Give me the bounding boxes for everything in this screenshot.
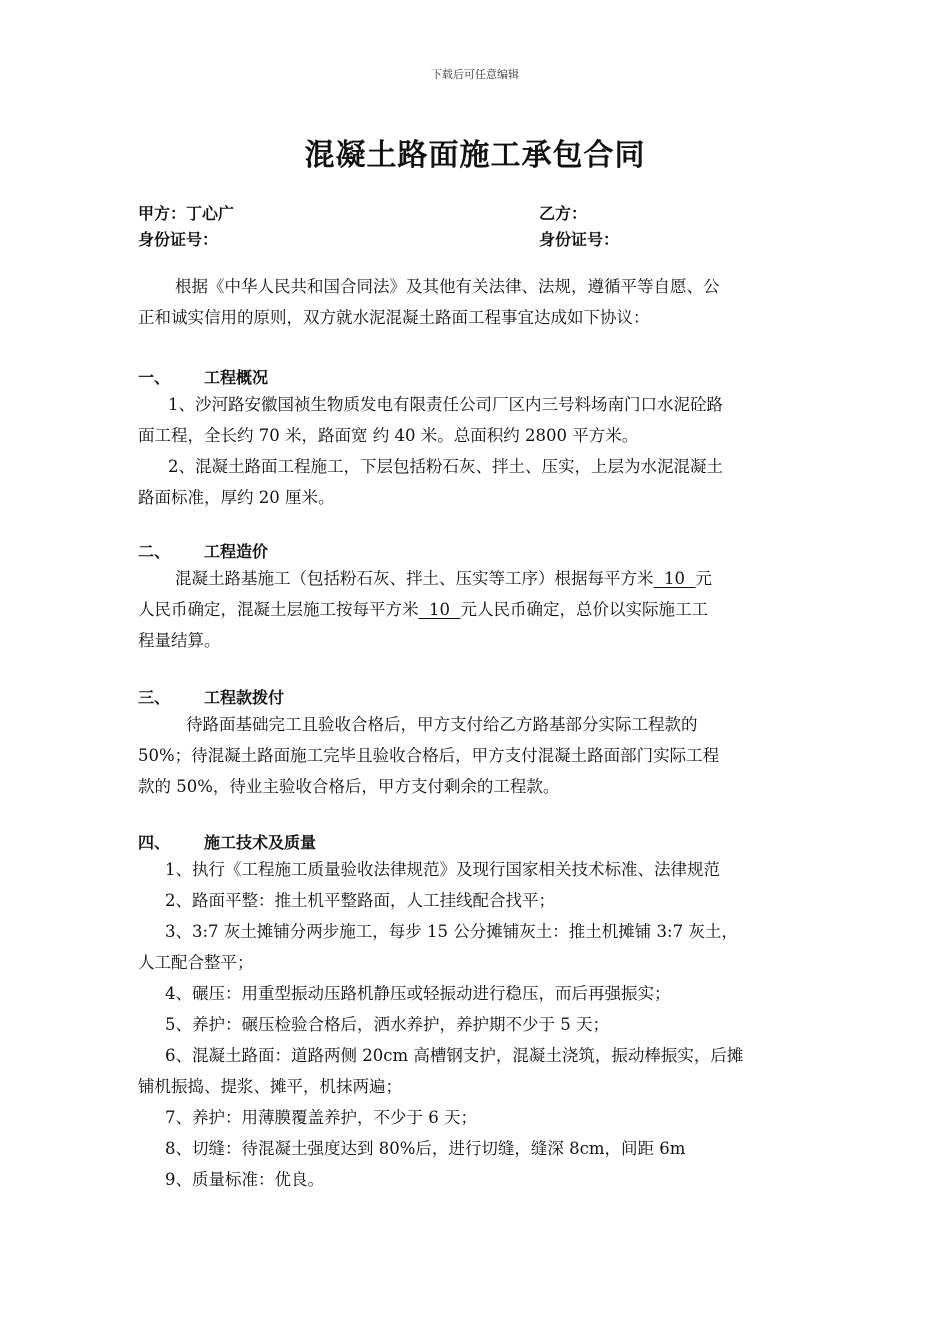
section-title: 施工技术及质量: [204, 833, 317, 852]
section-4-line-10: 8、切缝：待混凝土强度达到 80%后，进行切缝，缝深 8cm，间距 6m: [165, 1139, 686, 1158]
section-number: 一、: [138, 368, 171, 387]
section-4-line-2: 2、路面平整：推土机平整路面，人工挂线配合找平；: [165, 891, 555, 910]
section-1-heading: [138, 365, 268, 388]
section-2-line-3: 程量结算。: [138, 631, 221, 650]
text-segment: 元: [695, 569, 712, 588]
intro-line-2: 正和诚实信用的原则，双方就水泥混凝土路面工程事宜达成如下协议：: [138, 308, 650, 327]
price-per-sqm-concrete: 10: [418, 600, 461, 619]
section-4-line-7: 6、混凝土路面：道路两侧 20cm 高槽钢支护，混凝土浇筑，振动棒振实，后摊: [165, 1046, 744, 1065]
section-1-line-4: 路面标准，厚约 20 厘米。: [138, 488, 335, 507]
party-a-name: 甲方：丁心广: [138, 204, 235, 223]
section-4-line-5: 4、碾压：用重型振动压路机静压或轻振动进行稳压，而后再强振实；: [165, 984, 671, 1003]
section-4-line-6: 5、养护：碾压检验合格后，洒水养护，养护期不少于 5 天；: [165, 1015, 609, 1034]
text-segment: 混凝土路基施工（包括粉石灰、拌土、压实等工序）根据每平方米: [175, 569, 654, 588]
section-4-line-11: 9、质量标准：优良。: [165, 1170, 324, 1189]
text-segment: 人民币确定，混凝土层施工按每平方米: [138, 600, 419, 619]
section-4-line-9: 7、养护：用薄膜覆盖养护，不少于 6 天；: [165, 1108, 477, 1127]
section-4-heading: [138, 830, 316, 853]
section-1-line-3: 2、混凝土路面工程施工，下层包括粉石灰、拌土、压实，上层为水泥混凝土: [168, 457, 723, 476]
section-3-line-2: 50%；待混凝土路面施工完毕且验收合格后，甲方支付混凝土路面部门实际工程: [138, 746, 720, 765]
price-per-sqm-base: 10: [653, 569, 696, 588]
section-4-line-3: 3、3:7 灰土摊铺分两步施工，每步 15 公分摊铺灰土：推土机摊铺 3:7 灰土，: [165, 922, 738, 941]
section-title: 工程概况: [204, 368, 269, 387]
header-watermark: 下载后可任意编辑: [431, 68, 519, 81]
party-b-name: 乙方：: [539, 204, 588, 223]
party-b-id: 身份证号：: [539, 230, 620, 249]
section-3-line-1: 待路面基础完工且验收合格后，甲方支付给乙方路基部分实际工程款的: [186, 715, 698, 734]
section-3-line-3: 款的 50%，待业主验收合格后，甲方支付剩余的工程款。: [138, 777, 560, 796]
party-a-id: 身份证号：: [138, 230, 219, 249]
section-1-line-2: 面工程，全长约 70 米，路面宽 约 40 米。总面积约 2800 平方米。: [138, 426, 639, 445]
section-number: 四、: [138, 833, 171, 852]
text-segment: 元人民币确定，总价以实际施工工: [460, 600, 708, 619]
page-title: 混凝土路面施工承包合同: [304, 138, 646, 173]
section-4-line-1: 1、执行《工程施工质量验收法律规范》及现行国家相关技术标准、法律规范: [165, 860, 720, 879]
section-2-heading: [138, 539, 268, 562]
section-3-heading: [138, 685, 284, 708]
section-4-line-8: 铺机振捣、提浆、摊平，机抹两遍；: [138, 1077, 402, 1096]
intro-line-1: 根据《中华人民共和国合同法》及其他有关法律、法规，遵循平等自愿、公: [175, 277, 720, 296]
section-number: 三、: [138, 688, 171, 707]
section-number: 二、: [138, 542, 171, 561]
section-4-line-4: 人工配合整平；: [138, 953, 254, 972]
section-2-line-1: [175, 563, 712, 594]
section-2-line-2: [138, 594, 708, 625]
section-title: 工程造价: [204, 542, 269, 561]
section-title: 工程款拨付: [204, 688, 285, 707]
section-1-line-1: 1、沙河路安徽国祯生物质发电有限责任公司厂区内三号料场南门口水泥砼路: [168, 395, 723, 414]
